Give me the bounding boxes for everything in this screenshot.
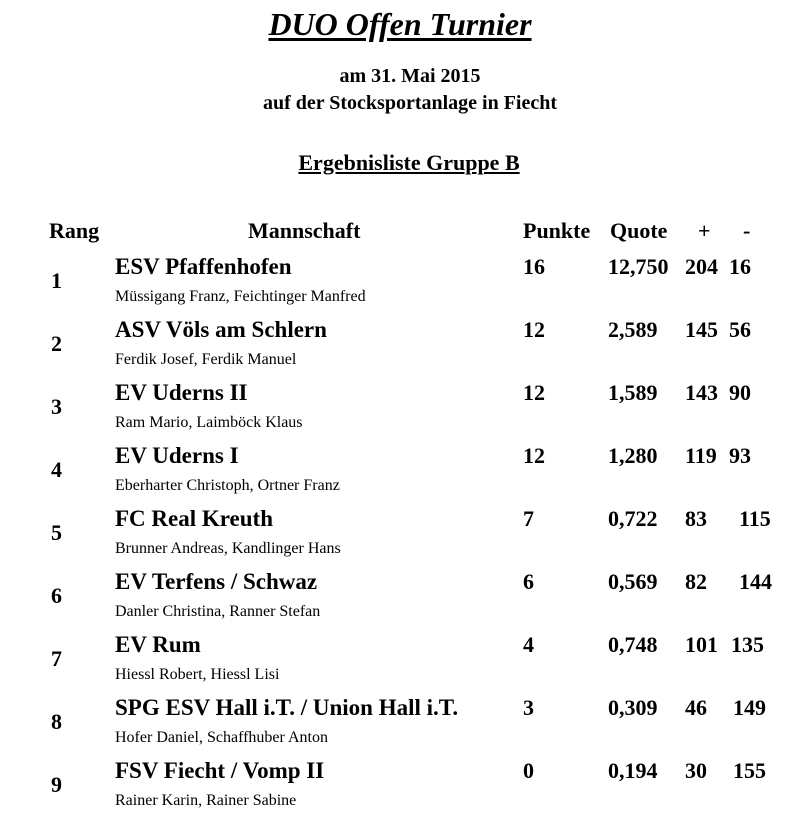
quote-cell: 12,750	[608, 254, 669, 279]
team-name: EV Uderns II	[115, 380, 248, 405]
plus-cell: 82	[685, 569, 707, 594]
points-cell: 0	[523, 758, 534, 783]
team-players: Rainer Karin, Rainer Sabine	[115, 792, 297, 809]
table-row	[0, 441, 800, 504]
minus-cell: 56	[729, 317, 751, 342]
quote-cell: 0,309	[608, 695, 658, 720]
header-mannschaft: Mannschaft	[248, 218, 361, 243]
plus-cell: 30	[685, 758, 707, 783]
team-players: Brunner Andreas, Kandlinger Hans	[115, 540, 341, 557]
plus-cell: 204	[685, 254, 718, 279]
document-title: DUO Offen Turnier	[268, 6, 532, 42]
rank-cell: 9	[51, 772, 62, 797]
rank-cell: 4	[51, 457, 62, 482]
quote-cell: 0,722	[608, 506, 658, 531]
team-name: SPG ESV Hall i.T. / Union Hall i.T.	[115, 695, 459, 720]
points-cell: 12	[523, 380, 545, 405]
minus-cell: 149	[733, 695, 766, 720]
team-name: EV Rum	[115, 632, 201, 657]
table-row	[0, 756, 800, 819]
team-players: Ferdik Josef, Ferdik Manuel	[115, 351, 297, 368]
group-title: Ergebnisliste Gruppe B	[298, 150, 520, 175]
header-rang: Rang	[49, 218, 100, 243]
rank-cell: 7	[51, 646, 62, 671]
points-cell: 4	[523, 632, 534, 657]
minus-cell: 90	[729, 380, 751, 405]
team-players: Hiessl Robert, Hiessl Lisi	[115, 666, 280, 683]
minus-cell: 144	[739, 569, 772, 594]
quote-cell: 1,280	[608, 443, 658, 468]
rank-cell: 1	[51, 268, 62, 293]
points-cell: 7	[523, 506, 534, 531]
event-location: auf der Stocksportanlage in Fiecht	[262, 92, 558, 114]
rank-cell: 6	[51, 583, 62, 608]
team-name: EV Terfens / Schwaz	[115, 569, 318, 594]
header-plus: +	[698, 218, 711, 243]
team-players: Müssigang Franz, Feichtinger Manfred	[115, 288, 366, 305]
quote-cell: 0,748	[608, 632, 658, 657]
table-row	[0, 693, 800, 756]
minus-cell: 16	[729, 254, 751, 279]
plus-cell: 119	[685, 443, 717, 468]
header-minus: -	[743, 218, 751, 243]
table-row	[0, 315, 800, 378]
team-name: EV Uderns I	[115, 443, 239, 468]
minus-cell: 155	[733, 758, 766, 783]
team-players: Eberharter Christoph, Ortner Franz	[115, 477, 340, 494]
table-row	[0, 252, 800, 315]
points-cell: 12	[523, 443, 545, 468]
table-row	[0, 567, 800, 630]
rank-cell: 8	[51, 709, 62, 734]
table-row	[0, 504, 800, 567]
quote-cell: 0,194	[608, 758, 658, 783]
rank-cell: 3	[51, 394, 62, 419]
rank-cell: 2	[51, 331, 62, 356]
minus-cell: 93	[729, 443, 751, 468]
team-name: ESV Pfaffenhofen	[115, 254, 292, 279]
minus-cell: 135	[731, 632, 764, 657]
minus-cell: 115	[739, 506, 771, 531]
header-punkte: Punkte	[523, 218, 591, 243]
plus-cell: 145	[685, 317, 718, 342]
plus-cell: 83	[685, 506, 707, 531]
table-row	[0, 630, 800, 693]
team-players: Ram Mario, Laimböck Klaus	[115, 414, 303, 431]
team-players: Danler Christina, Ranner Stefan	[115, 603, 321, 620]
plus-cell: 143	[685, 380, 718, 405]
points-cell: 16	[523, 254, 545, 279]
points-cell: 12	[523, 317, 545, 342]
header-quote: Quote	[610, 218, 668, 243]
points-cell: 3	[523, 695, 534, 720]
team-name: FSV Fiecht / Vomp II	[115, 758, 325, 783]
quote-cell: 1,589	[608, 380, 658, 405]
rank-cell: 5	[51, 520, 62, 545]
table-row	[0, 378, 800, 441]
team-name: FC Real Kreuth	[115, 506, 274, 531]
quote-cell: 2,589	[608, 317, 658, 342]
event-date: am 31. Mai 2015	[339, 65, 481, 87]
quote-cell: 0,569	[608, 569, 658, 594]
team-players: Hofer Daniel, Schaffhuber Anton	[115, 729, 328, 746]
plus-cell: 46	[685, 695, 707, 720]
team-name: ASV Völs am Schlern	[115, 317, 327, 342]
points-cell: 6	[523, 569, 534, 594]
plus-cell: 101	[685, 632, 718, 657]
